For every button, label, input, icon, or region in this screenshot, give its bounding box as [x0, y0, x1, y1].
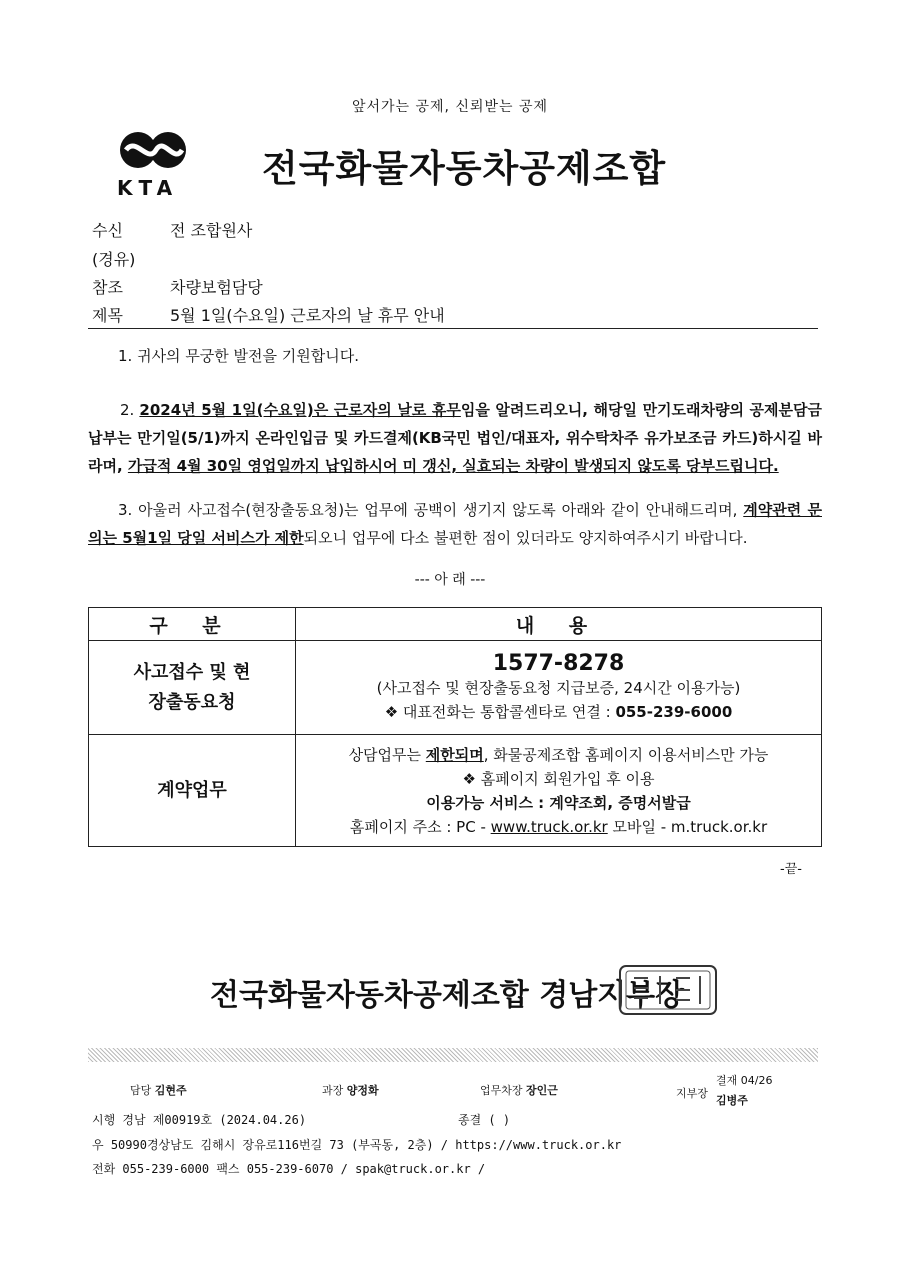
row2-line-4 — [297, 815, 820, 839]
p2-payment: 해당일 만기도래차량의 공제분담금 납부는 만기일(5/1)까지 온라인입금 및 카드결제(KB국민 법인/대표자, 위수탁차주 유가보조금 카드)하시길 바라며, — [88, 401, 822, 475]
divider-band — [88, 1048, 818, 1062]
below-note: --- 아 래 --- — [414, 572, 486, 588]
logo-text: KTA — [117, 176, 179, 200]
approval-2-role: 과장 — [322, 1084, 344, 1097]
header-category: 구 분 — [89, 608, 296, 641]
recipient-label: 수신 — [92, 221, 123, 240]
approval-3-role: 업무차장 — [480, 1084, 523, 1097]
row1-line-2: (사고접수 및 현장출동요청 지급보증, 24시간 이용가능) — [376, 679, 741, 697]
main-phone: 055-239-6000 — [615, 703, 733, 721]
org-title: 전국화물자동차공제조합 — [262, 147, 667, 190]
row2-line-4-pre: 홈페이지 주소 : PC - — [349, 817, 491, 836]
p3-text-1: 3. 아울러 사고접수(현장출동요청)는 업무에 공백이 생기지 않도록 아래와 같이 안내해드리며, — [118, 501, 744, 519]
row2-line-4-post: 모바일 - m.truck.or.kr — [607, 817, 768, 836]
row2-label: 계약업무 — [89, 735, 296, 847]
address-line: 우 50990경상남도 김해시 장유로116번길 73 (부곡동, 2층) / https://www.truck.or.kr — [92, 1138, 622, 1152]
row2-line-3: 이용가능 서비스 : 계약조회, 증명서발급 — [426, 793, 691, 812]
subject-label: 제목 — [92, 306, 123, 325]
approval-4-role: 지부장 — [676, 1087, 708, 1100]
row2-restricted: 제한되며 — [425, 745, 484, 764]
official-seal-icon — [618, 964, 718, 1016]
approval-1-name: 김현주 — [154, 1084, 187, 1097]
row1-content — [296, 641, 822, 735]
row1-line-3 — [297, 700, 820, 724]
header-content: 내 용 — [296, 608, 822, 641]
table-row — [89, 735, 822, 847]
paragraph-2 — [88, 396, 822, 480]
p3-restriction: 계약관련 문의는 5월1일 당일 서비스가 제한 — [88, 501, 822, 547]
recipient-value: 전 조합원사 — [170, 221, 253, 240]
footer-org-branch: 전국화물자동차공제조합 경남지부장 — [210, 978, 685, 1013]
approval-2-name: 양정화 — [346, 1084, 379, 1097]
issue-line: 시행 경남 제00919호 (2024.04.26) — [92, 1113, 307, 1127]
p2-deadline: 가급적 4월 30일 영업일까지 납입하시어 미 갱신, 실효되는 차량이 발생되지 않도록 당부드립니다. — [127, 457, 779, 475]
row2-line-1-pre: 상담업무는 — [348, 745, 426, 764]
info-table — [88, 607, 822, 847]
reference-label: 참조 — [92, 278, 123, 297]
subject-value: 5월 1일(수요일) 근로자의 날 휴무 안내 — [170, 306, 445, 325]
table-row — [89, 641, 822, 735]
p2-holiday-notice: 2024년 5월 1일(수요일)은 근로자의 날로 휴무 — [139, 401, 461, 419]
table-header-row — [89, 608, 822, 641]
row2-content — [296, 735, 822, 847]
paragraph-3 — [88, 496, 822, 552]
closing-line: 종결 ( ) — [458, 1113, 511, 1127]
approval-3-name: 장인근 — [526, 1084, 558, 1097]
row1-label-text: 사고접수 및 현장출동요청 — [133, 661, 251, 713]
paragraph-1: 1. 귀사의 무궁한 발전을 기원합니다. — [118, 347, 360, 365]
reference-value: 차량보험담당 — [170, 278, 263, 297]
p2-lead: 2. — [120, 401, 140, 419]
p2-text: 임을 알려드리오니, — [460, 401, 594, 419]
via-label: (경유) — [92, 250, 136, 269]
p3-text-2: 되오니 업무에 다소 불편한 점이 있더라도 양지하여주시기 바랍니다. — [303, 529, 748, 547]
approval-1 — [130, 1082, 187, 1098]
approval-3 — [480, 1082, 558, 1098]
row2-line-2: ❖ 홈페이지 회원가입 후 이용 — [462, 769, 655, 788]
contact-line: 전화 055-239-6000 팩스 055-239-6070 / spak@truck.or.kr / — [92, 1162, 486, 1176]
header-rule — [88, 328, 818, 329]
approval-4-name: 김병주 — [716, 1094, 748, 1107]
end-mark: -끝- — [780, 862, 802, 877]
slogan: 앞서가는 공제, 신뢰받는 공제 — [351, 99, 549, 115]
approval-2 — [322, 1082, 379, 1098]
call-center-phone: 1577-8278 — [492, 651, 625, 676]
row2-line-1-post: , 화물공제조합 홈페이지 이용서비스만 가능 — [483, 745, 769, 764]
website-link[interactable]: www.truck.or.kr — [490, 817, 608, 836]
approval-note: 결재 04/26 — [716, 1074, 773, 1087]
row1-label — [89, 641, 296, 735]
row1-line-3-text: ❖ 대표전화는 통합콜센타로 연결 : — [384, 703, 616, 721]
approval-1-role: 담당 — [130, 1084, 152, 1097]
row2-line-1 — [297, 743, 820, 767]
